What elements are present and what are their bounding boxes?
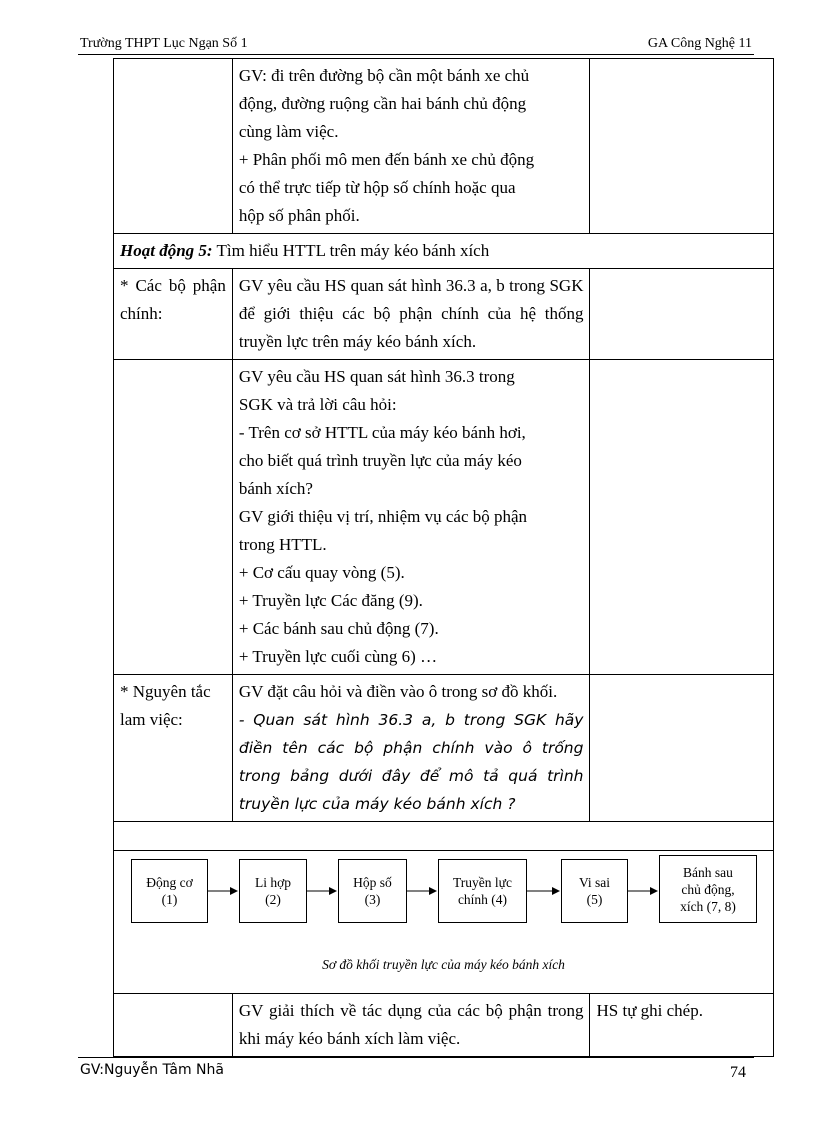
text-line: + Các bánh sau chủ động (7). <box>238 619 439 638</box>
spacer-cell <box>114 822 774 851</box>
table-row <box>114 675 774 822</box>
table-row <box>114 269 774 360</box>
activity-heading <box>114 234 774 269</box>
cell-student <box>590 360 774 675</box>
cell-teacher: GV yêu cầu HS quan sát hình 36.3 a, b trong SGK để giới thiệu các bộ phận chính của hệ thống truyền lực trên máy kéo bánh xích. <box>232 269 590 360</box>
diagram-box-clutch <box>239 859 307 923</box>
cell-teacher <box>232 59 590 234</box>
text-line: GV yêu cầu HS quan sát hình 36.3 trong <box>238 367 515 386</box>
footer-rule <box>78 1057 754 1059</box>
activity-text: Tìm hiểu HTTL trên máy kéo bánh xích <box>212 241 490 260</box>
text-line: động, đường ruộng cần hai bánh chủ động <box>238 94 527 113</box>
text-line: + Truyền lực Các đăng (9). <box>238 591 423 610</box>
block-diagram <box>114 851 773 993</box>
cell-teacher: GV giải thích về tác dụng của các bộ phận trong khi máy kéo bánh xích làm việc. <box>232 994 590 1057</box>
spacer-row <box>114 822 774 851</box>
question-italic: - Quan sát hình 36.3 a, b trong SGK hãy điền tên các bộ phận chính vào ô trống trong bảng dưới đây để mô tả quá trình truyền lực của máy kéo bánh xích ? <box>238 711 584 813</box>
cell-left <box>114 59 233 234</box>
box-label: Hộp số (3) <box>353 875 392 907</box>
box-label: Li hợp (2) <box>254 875 291 907</box>
text-line: - Trên cơ sở HTTL của máy kéo bánh hơi, <box>238 423 526 442</box>
box-label: Truyền lực chính (4) <box>453 875 512 907</box>
text-line: cùng làm việc. <box>238 122 339 141</box>
cell-student: HS tự ghi chép. <box>590 994 774 1057</box>
diagram-box-engine <box>131 859 208 923</box>
cell-student <box>590 675 774 822</box>
table-row <box>114 994 774 1057</box>
box-label: Bánh sau chủ động, xích (7, 8) <box>680 864 736 914</box>
footer-teacher: GV:Nguyễn Tâm Nhã <box>80 1062 224 1078</box>
text-line: SGK và trả lời câu hỏi: <box>238 395 397 414</box>
question-intro: GV đặt câu hỏi và điền vào ô trong sơ đồ khối. <box>238 682 558 701</box>
page-header <box>78 34 754 55</box>
page-number: 74 <box>730 1064 746 1081</box>
text-line: GV giới thiệu vị trí, nhiệm vụ các bộ phận <box>238 507 528 526</box>
cell-student <box>590 269 774 360</box>
diagram-box-differential <box>561 859 628 923</box>
diagram-box-gearbox <box>338 859 407 923</box>
text-line: + Truyền lực cuối cùng 6) … <box>238 647 438 666</box>
diagram-caption: Sơ đồ khối truyền lực của máy kéo bánh xích <box>322 957 565 972</box>
cell-left <box>114 360 233 675</box>
activity-label: Hoạt động 5: <box>120 241 213 260</box>
diagram-cell <box>114 851 774 994</box>
box-label: Vi sai (5) <box>578 875 611 907</box>
text-line: GV: đi trên đường bộ cần một bánh xe chủ <box>238 66 530 85</box>
cell-teacher <box>232 360 590 675</box>
cell-student <box>590 59 774 234</box>
header-subject: GA Công Nghệ 11 <box>647 36 752 51</box>
cell-left: * Nguyên tắc lam việc: <box>114 675 233 822</box>
diagram-row <box>114 851 774 994</box>
text-line: cho biết quá trình truyền lực của máy kéo <box>238 451 522 470</box>
box-label: Động cơ (1) <box>146 875 193 907</box>
table-row <box>114 360 774 675</box>
cell-teacher <box>232 675 590 822</box>
text-line: + Cơ cấu quay vòng (5). <box>238 563 405 582</box>
cell-left: * Các bộ phận chính: <box>114 269 233 360</box>
diagram-box-final-drive <box>438 859 527 923</box>
text-line: bánh xích? <box>238 479 313 498</box>
table-row <box>114 59 774 234</box>
text-line: trong HTTL. <box>238 535 327 554</box>
text-line: hộp số phân phối. <box>238 206 360 225</box>
diagram-box-rear-wheel <box>659 855 757 923</box>
text-line: có thể trực tiếp từ hộp số chính hoặc qua <box>238 178 516 197</box>
cell-left <box>114 994 233 1057</box>
lesson-table <box>113 58 774 1057</box>
text-line: + Phân phối mô men đến bánh xe chủ động <box>238 150 535 169</box>
activity-row <box>114 234 774 269</box>
header-school: Trường THPT Lục Ngạn Số 1 <box>80 36 248 51</box>
